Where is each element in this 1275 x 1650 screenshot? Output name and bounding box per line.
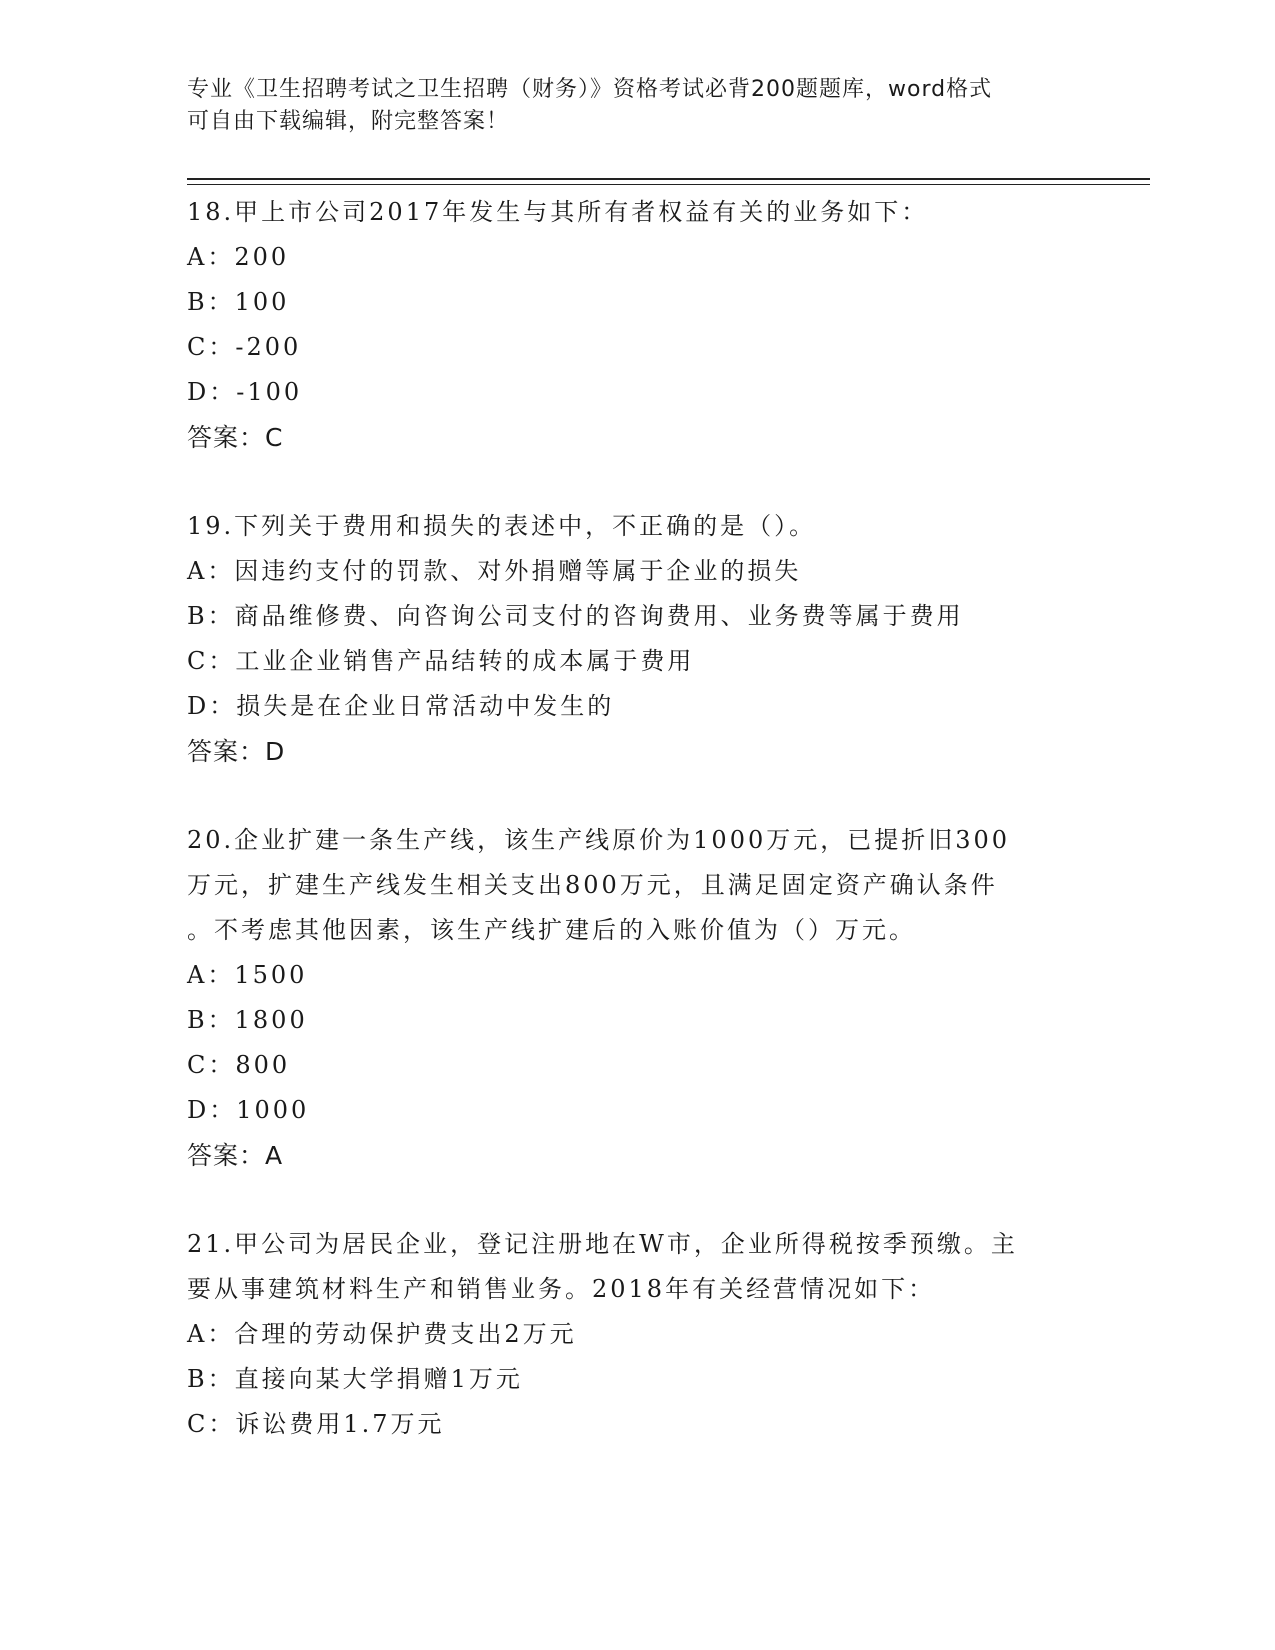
option-c: C：诉讼费用1.7万元 [187, 1410, 445, 1438]
stem-line: 。不考虑其他因素，该生产线扩建后的入账价值为（）万元。 [187, 916, 916, 944]
question-stem [187, 1222, 1087, 1312]
stem-line: 18.甲上市公司2017年发生与其所有者权益有关的业务如下： [187, 198, 929, 226]
option-d: D：1000 [187, 1096, 310, 1124]
question-spacer [187, 774, 1087, 818]
question-spacer [187, 460, 1087, 504]
stem-line: 19.下列关于费用和损失的表述中，不正确的是（）。 [187, 512, 817, 540]
header-line-2: 可自由下载编辑，附完整答案！ [187, 109, 510, 134]
stem-line: 21.甲公司为居民企业，登记注册地在W市，企业所得税按季预缴。主 [187, 1230, 1018, 1258]
header-line-1: 专业《卫生招聘考试之卫生招聘（财务）》资格考试必背200题题库，word格式 [187, 77, 993, 102]
stem-line: 要从事建筑材料生产和销售业务。2018年有关经营情况如下： [187, 1275, 936, 1303]
question-stem [187, 504, 1087, 549]
option-a: A：合理的劳动保护费支出2万元 [187, 1320, 577, 1348]
question-stem [187, 818, 1087, 953]
option-d: D：损失是在企业日常活动中发生的 [187, 692, 615, 720]
document-header [187, 74, 1067, 138]
answer: 答案：C [187, 423, 284, 452]
question-20 [187, 818, 1087, 1178]
option-c: C：工业企业销售产品结转的成本属于费用 [187, 647, 695, 675]
stem-line: 万元，扩建生产线发生相关支出800万元，且满足固定资产确认条件 [187, 871, 998, 899]
option-b: B：1800 [187, 1006, 308, 1034]
header-divider-thick [187, 178, 1150, 180]
option-a: A：200 [187, 243, 290, 271]
option-b: B：直接向某大学捐赠1万元 [187, 1365, 523, 1393]
option-a: A：1500 [187, 961, 308, 989]
header-divider-thin [187, 184, 1150, 185]
stem-line: 20.企业扩建一条生产线，该生产线原价为1000万元，已提折旧300 [187, 826, 1011, 854]
option-b: B：商品维修费、向咨询公司支付的咨询费用、业务费等属于费用 [187, 602, 964, 630]
question-spacer [187, 1178, 1087, 1222]
answer: 答案：A [187, 1141, 284, 1170]
question-list [187, 190, 1087, 1447]
option-c: C：800 [187, 1051, 291, 1079]
answer: 答案：D [187, 737, 286, 766]
option-a: A：因违约支付的罚款、对外捐赠等属于企业的损失 [187, 557, 802, 585]
question-18 [187, 190, 1087, 460]
option-b: B：100 [187, 288, 290, 316]
option-c: C：-200 [187, 333, 302, 361]
question-stem [187, 190, 1087, 235]
option-d: D：-100 [187, 378, 303, 406]
question-21 [187, 1222, 1087, 1447]
question-19 [187, 504, 1087, 774]
